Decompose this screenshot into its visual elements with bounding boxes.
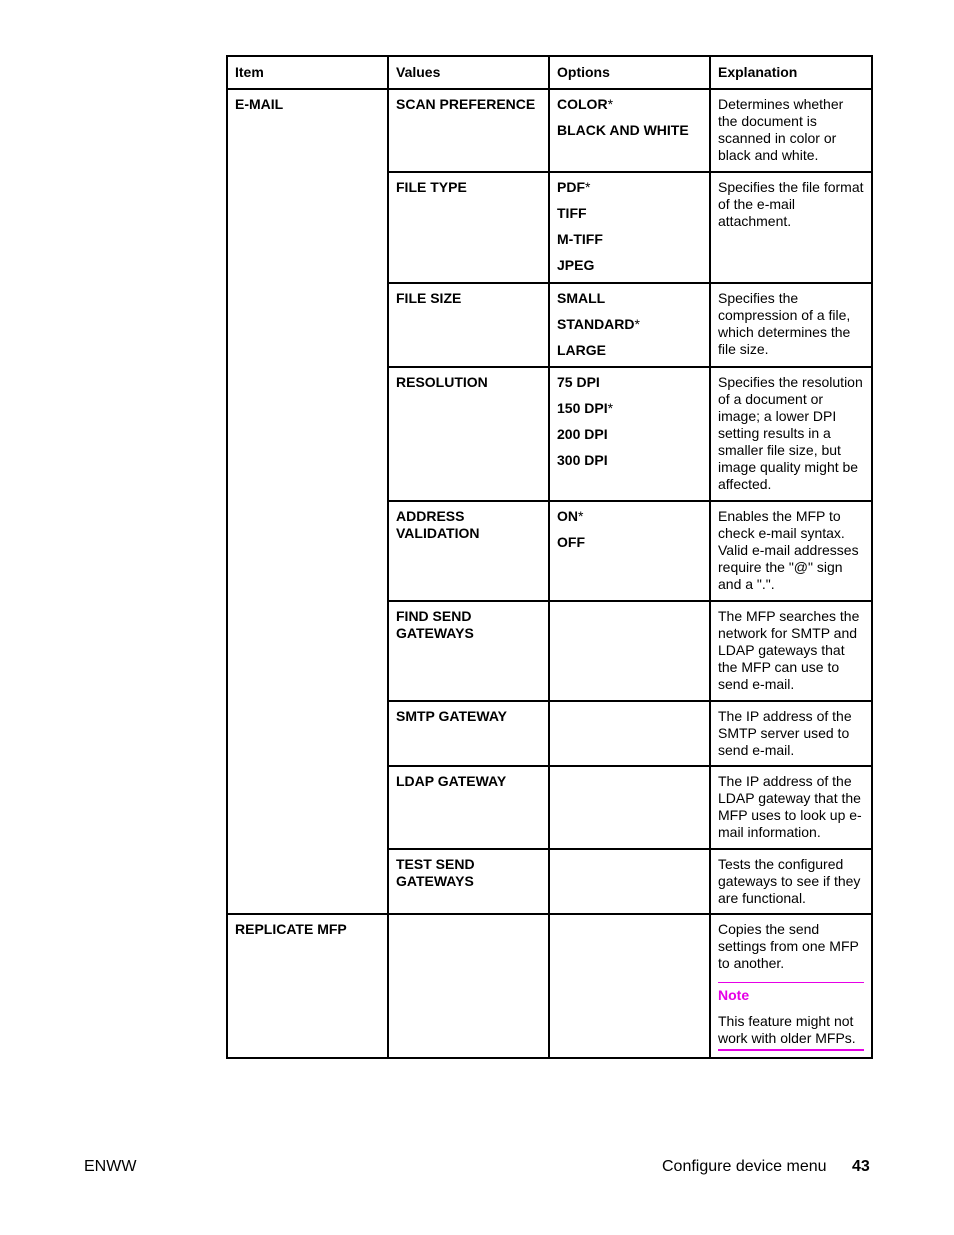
option: TIFF xyxy=(557,205,587,221)
value-cell: RESOLUTION xyxy=(388,367,549,501)
value-cell: FIND SEND GATEWAYS xyxy=(388,601,549,701)
option: M-TIFF xyxy=(557,231,603,247)
options-cell xyxy=(549,367,710,501)
option: STANDARD* xyxy=(557,316,640,332)
value-cell: SMTP GATEWAY xyxy=(388,701,549,766)
option: PDF* xyxy=(557,179,591,195)
option: OFF xyxy=(557,534,585,550)
footer-section-title: Configure device menu xyxy=(662,1158,827,1175)
option: 150 DPI* xyxy=(557,400,614,416)
options-cell xyxy=(549,766,710,849)
explanation-cell: Specifies the file format of the e-mail attachment. xyxy=(710,172,872,283)
option: LARGE xyxy=(557,342,606,358)
value-cell: LDAP GATEWAY xyxy=(388,766,549,849)
note-block xyxy=(718,982,864,1051)
options-cell xyxy=(549,601,710,701)
explanation-cell: The IP address of the SMTP server used to send e-mail. xyxy=(710,701,872,766)
options-cell xyxy=(549,701,710,766)
explanation-cell: The MFP searches the network for SMTP and LDAP gateways that the MFP can use to send e-mail. xyxy=(710,601,872,701)
value-cell xyxy=(388,914,549,1058)
options-cell xyxy=(549,172,710,283)
table-row xyxy=(227,89,872,172)
options-cell xyxy=(549,914,710,1058)
note-label: Note xyxy=(718,987,750,1003)
item-replicate-mfp: REPLICATE MFP xyxy=(227,914,388,1058)
options-cell xyxy=(549,89,710,172)
item-email: E-MAIL xyxy=(227,89,388,914)
footer-publisher: ENWW xyxy=(84,1158,137,1175)
option: 300 DPI xyxy=(557,452,608,468)
table-row xyxy=(227,914,872,1058)
explanation-cell: Enables the MFP to check e-mail syntax. Valid e-mail addresses require the "@" sign and a ".". xyxy=(710,501,872,601)
option: COLOR* xyxy=(557,96,614,112)
value-cell: TEST SEND GATEWAYS xyxy=(388,849,549,914)
explanation-cell: Specifies the compression of a file, which determines the file size. xyxy=(710,283,872,367)
option: JPEG xyxy=(557,257,595,273)
value-cell: ADDRESS VALIDATION xyxy=(388,501,549,601)
header-values: Values xyxy=(388,56,549,89)
option: BLACK AND WHITE xyxy=(557,122,689,138)
option: 200 DPI xyxy=(557,426,608,442)
options-cell xyxy=(549,501,710,601)
page-number: 43 xyxy=(852,1158,870,1175)
explanation-cell: The IP address of the LDAP gateway that the MFP uses to look up e-mail information. xyxy=(710,766,872,849)
option: SMALL xyxy=(557,290,606,306)
value-cell: FILE SIZE xyxy=(388,283,549,367)
note-text: This feature might not work with older MFPs. xyxy=(718,1013,864,1051)
table-header-row xyxy=(227,56,872,89)
header-item: Item xyxy=(227,56,388,89)
option: 75 DPI xyxy=(557,374,600,390)
value-cell: FILE TYPE xyxy=(388,172,549,283)
explanation-cell: Tests the configured gateways to see if they are functional. xyxy=(710,849,872,914)
header-explanation: Explanation xyxy=(710,56,872,89)
explanation-cell: Determines whether the document is scanned in color or black and white. xyxy=(710,89,872,172)
options-cell xyxy=(549,849,710,914)
explanation-cell xyxy=(710,914,872,1058)
explanation-cell: Specifies the resolution of a document or image; a lower DPI setting results in a smaller file size, but image quality might be affected. xyxy=(710,367,872,501)
explanation-text: Copies the send settings from one MFP to another. xyxy=(718,921,859,971)
option: ON* xyxy=(557,508,584,524)
value-cell: SCAN PREFERENCE xyxy=(388,89,549,172)
header-options: Options xyxy=(549,56,710,89)
options-cell xyxy=(549,283,710,367)
configure-menu-table xyxy=(226,55,873,1059)
